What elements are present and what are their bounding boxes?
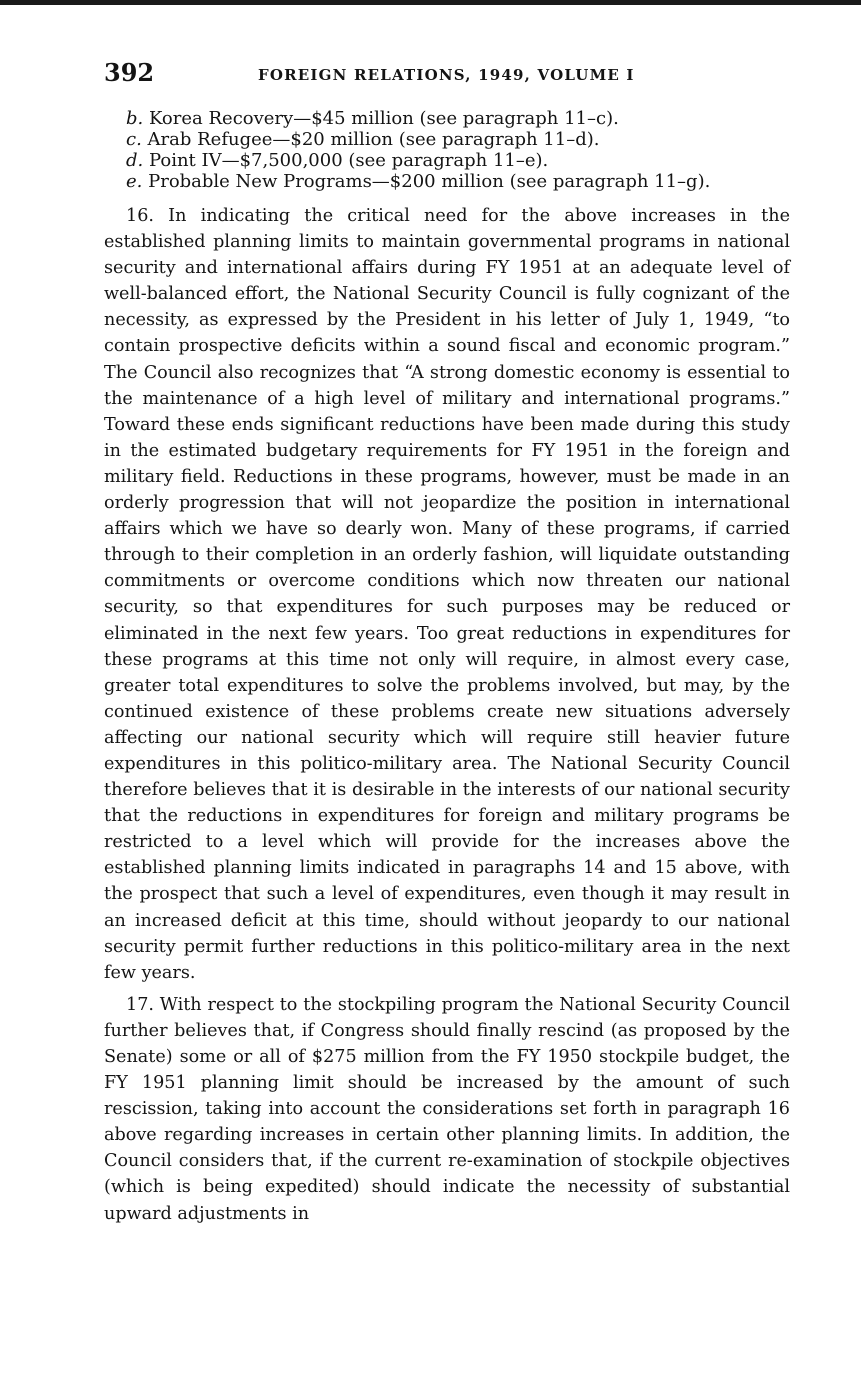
document-page — [104, 58, 790, 1227]
item-letter: e. — [126, 171, 143, 192]
item-letter: b. — [126, 108, 144, 129]
page-header — [104, 58, 790, 98]
paragraph-17: 17. With respect to the stockpiling program the National Security Council further believes that, if Congress should finally rescind (as proposed by the Senate) some or all of $275 million from the FY 1950 stockpile budget, the FY 1951 planning limit should be increased by the amount of such rescission, taking into account the considerations set forth in paragraph 16 above regarding increases in certain other planning limits. In addition, the Council considers that, if the current re-examination of stockpile objectives (which is being expedited) should indicate the necessity of substantial upward adjustments in — [104, 994, 790, 1224]
list-item — [126, 150, 790, 171]
funding-item-list — [104, 108, 790, 192]
item-text: Point IV—$7,500,000 (see paragraph 11–e). — [143, 150, 549, 171]
list-item — [126, 129, 790, 150]
paragraph-16: 16. In indicating the critical need for the above increases in the established planning limits to maintain governmental programs in national security and international affairs during FY 1951 at an adequate level of well-balanced effort, the National Security Council is fully cognizant of the necessity, as expressed by the President in his letter of July 1, 1949, “to contain prospective deficits within a sound fiscal and economic program.” The Council also recognizes that “A strong domestic economy is essential to the maintenance of a high level of military and international programs.” Toward these ends significant reductions have been made during this study in the estimated budgetary requirements for FY 1951 in the foreign and military field. Reductions in these programs, however, must be made in an orderly progression that will not jeopardize the position in international affairs which we have so dearly won. Many of these programs, if carried through to their completion in an orderly fashion, will liquidate outstanding commitments or overcome conditions which now threaten our national security, so that expenditures for such purposes may be reduced or eliminated in the next few years. Too great reductions in expenditures for these programs at this time not only will require, in almost every case, greater total expenditures to solve the problems involved, but may, by the continued existence of these problems create new situations adversely affecting our national security which will require still heavier future expenditures in this politico-military area. The National Security Council therefore believes that it is desirable in the interests of our national security that the reductions in expenditures for foreign and military programs be restricted to a level which will provide for the increases above the established planning limits indicated in paragraphs 14 and 15 above, with the prospect that such a level of expenditures, even though it may result in an increased deficit at this time, should without jeopardy to our national security permit further reductions in this politico-military area in the next few years. — [104, 206, 790, 983]
item-text: Probable New Programs—$200 million (see paragraph 11–g). — [142, 171, 711, 192]
list-item — [126, 171, 790, 192]
item-letter: c. — [126, 129, 142, 150]
top-border-rule — [0, 0, 861, 5]
item-letter: d. — [126, 150, 144, 171]
list-item — [126, 108, 790, 129]
running-head: FOREIGN RELATIONS, 1949, VOLUME I — [258, 66, 635, 84]
item-text: Arab Refugee—$20 million (see paragraph 11–d). — [141, 129, 600, 150]
page-number: 392 — [104, 58, 155, 87]
item-text: Korea Recovery—$45 million (see paragraph 11–c). — [143, 108, 619, 129]
